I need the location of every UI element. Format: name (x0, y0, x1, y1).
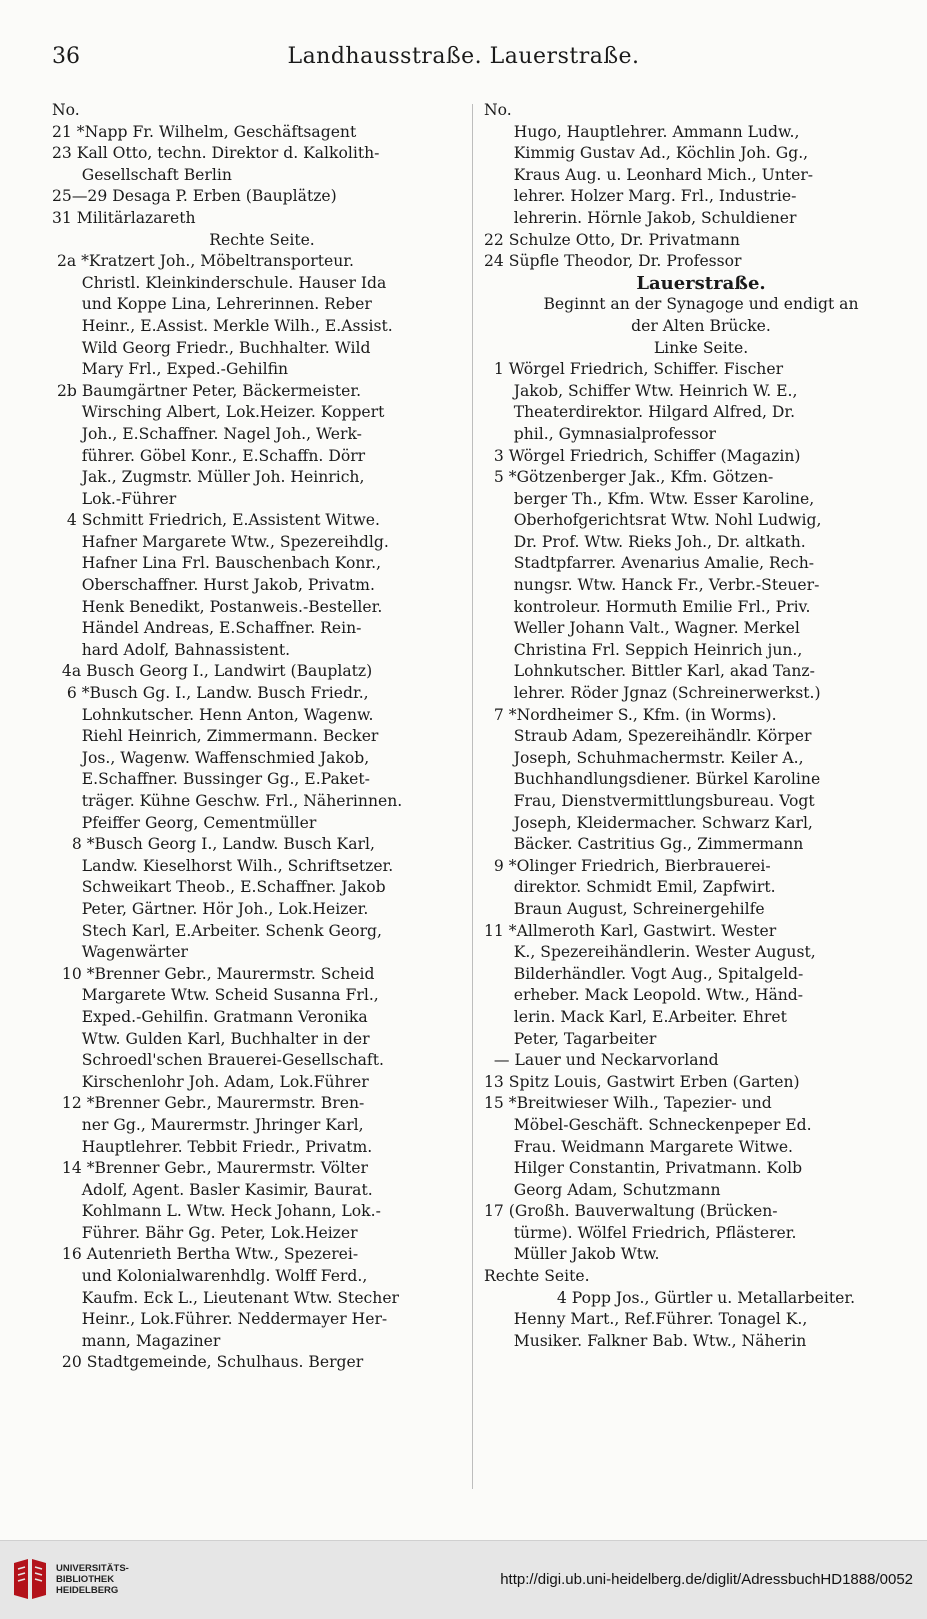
entry-line: Wild Georg Friedr., Buchhalter. Wild (52, 338, 371, 357)
entry-line: Weller Johann Valt., Wagner. Merkel (484, 619, 800, 638)
left-column (52, 100, 472, 1374)
entry-line: Wagenwärter (52, 943, 189, 962)
source-url-link[interactable]: http://digi.ub.uni-heidelberg.de/diglit/AdressbuchHD1888/0052 (500, 1571, 913, 1588)
section-heading: 4 Popp Jos., Gürtler u. Metallarbeiter. (546, 1288, 856, 1307)
entry-line: Kimmig Gustav Ad., Köchlin Joh. Gg., (484, 144, 809, 163)
entry-line: 4 Schmitt Friedrich, E.Assistent Witwe. (52, 511, 380, 530)
entry-line: 21 *Napp Fr. Wilhelm, Geschäftsagent (52, 122, 357, 141)
entry-line: Theaterdirektor. Hilgard Alfred, Dr. (484, 403, 796, 422)
entry-line: No. (52, 101, 80, 119)
entry-line: Dr. Prof. Wtw. Rieks Joh., Dr. altkath. (484, 532, 806, 551)
entry-line: Oberhofgerichtsrat Wtw. Nohl Ludwig, (484, 511, 822, 530)
entry-line: nungsr. Wtw. Hanck Fr., Verbr.-Steuer- (484, 576, 820, 595)
entry-line: 22 Schulze Otto, Dr. Privatmann (484, 230, 740, 249)
logo-line: UNIVERSITÄTS- (56, 1563, 129, 1574)
entry-line: Heinr., E.Assist. Merkle Wilh., E.Assist. (52, 316, 393, 335)
library-book-icon (10, 1555, 50, 1603)
entry-line: führer. Göbel Konr., E.Schaffn. Dörr (52, 446, 366, 465)
logo-line: BIBLIOTHEK (56, 1574, 115, 1585)
entry-line: Führer. Bähr Gg. Peter, Lok.Heizer (52, 1223, 358, 1242)
entry-line: Lohnkutscher. Henn Anton, Wagenw. (52, 705, 374, 724)
entry-line: 12 *Brenner Gebr., Maurermstr. Bren- (52, 1094, 365, 1113)
entry-line: 8 *Busch Georg I., Landw. Busch Karl, (52, 835, 375, 854)
entry-line: lehrer. Röder Jgnaz (Schreinerwerkst.) (484, 684, 821, 703)
entry-line: 15 *Breitwieser Wilh., Tapezier- und (484, 1094, 772, 1113)
entry-line: Gesellschaft Berlin (52, 165, 232, 184)
entry-line: Frau, Dienstvermittlungsbureau. Vogt (484, 792, 815, 810)
entry-line: Beginnt an der Synagoge und endigt an (543, 295, 859, 314)
entry-line: berger Th., Kfm. Wtw. Esser Karoline, (484, 489, 815, 508)
entry-line: 5 *Götzenberger Jak., Kfm. Götzen- (484, 468, 774, 487)
entry-line: Peter, Gärtner. Hör Joh., Lok.Heizer. (52, 899, 369, 918)
section-heading: Linke Seite. (653, 338, 749, 357)
entry-line: Joh., E.Schaffner. Nagel Joh., Werk- (52, 424, 362, 443)
entry-line: Jakob, Schiffer Wtw. Heinrich W. E., (484, 381, 798, 400)
entry-line: Hafner Lina Frl. Bauschenbach Konr., (52, 554, 382, 573)
entry-line: 13 Spitz Louis, Gastwirt Erben (Garten) (484, 1072, 800, 1091)
street-title: Lauerstraße. (636, 272, 766, 294)
right-column (484, 100, 918, 1352)
entry-line: Riehl Heinrich, Zimmermann. Becker (52, 727, 379, 746)
entry-line: Hilger Constantin, Privatmann. Kolb (484, 1159, 803, 1178)
entry-line: Mary Frl., Exped.-Gehilfin (52, 360, 289, 379)
entry-line: Händel Andreas, E.Schaffner. Rein- (52, 619, 362, 638)
entry-line: Georg Adam, Schutzmann (484, 1180, 721, 1199)
entry-line: mann, Magaziner (52, 1331, 221, 1350)
entry-line: Exped.-Gehilfin. Gratmann Veronika (52, 1007, 368, 1026)
entry-line: Kirschenlohr Joh. Adam, Lok.Führer (52, 1072, 369, 1091)
entry-line: lehrer. Holzer Marg. Frl., Industrie- (484, 187, 797, 206)
entry-line: Heinr., Lok.Führer. Neddermayer Her- (52, 1310, 388, 1329)
entry-line: Oberschaffner. Hurst Jakob, Privatm. (52, 576, 375, 595)
entry-line: Buchhandlungsdiener. Bürkel Karoline (484, 770, 821, 789)
entry-line: 2b Baumgärtner Peter, Bäckermeister. (52, 381, 362, 400)
entry-line: Kaufm. Eck L., Lieutenant Wtw. Stecher (52, 1288, 400, 1307)
entry-line: 23 Kall Otto, techn. Direktor d. Kalkolith- (52, 144, 380, 163)
entry-line: 16 Autenrieth Bertha Wtw., Spezerei- (52, 1245, 359, 1264)
entry-line: E.Schaffner. Bussinger Gg., E.Paket- (52, 770, 370, 789)
entry-line: lerin. Mack Karl, E.Arbeiter. Ehret (484, 1007, 787, 1026)
entry-line: 17 (Großh. Bauverwaltung (Brücken- (484, 1202, 778, 1221)
entry-line: 7 *Nordheimer S., Kfm. (in Worms). (484, 705, 777, 724)
entry-line: Henk Benedikt, Postanweis.-Besteller. (52, 597, 383, 616)
entry-line: Adolf, Agent. Basler Kasimir, Baurat. (52, 1180, 373, 1199)
entry-line: 24 Süpfle Theodor, Dr. Professor (484, 252, 742, 271)
entry-line: Stadtpfarrer. Avenarius Amalie, Rech- (484, 554, 815, 573)
entry-line: Pfeiffer Georg, Cementmüller (52, 813, 317, 832)
entry-line: Lok.-Führer (52, 489, 177, 508)
section-heading: Rechte Seite. (209, 230, 315, 249)
entry-line: 20 Stadtgemeinde, Schulhaus. Berger (52, 1353, 364, 1372)
entry-line: Henny Mart., Ref.Führer. Tonagel K., (484, 1310, 808, 1329)
entry-line: Wtw. Gulden Karl, Buchhalter in der (52, 1029, 370, 1048)
entry-line: Müller Jakob Wtw. (484, 1245, 660, 1264)
entry-line: Joseph, Kleidermacher. Schwarz Karl, (484, 813, 813, 832)
column-divider (472, 104, 473, 1489)
entry-line: Jos., Wagenw. Waffenschmied Jakob, (52, 748, 370, 767)
entry-line: Straub Adam, Spezereihändlr. Körper (484, 727, 812, 746)
library-logo-text (56, 1563, 129, 1596)
entry-line: direktor. Schmidt Emil, Zapfwirt. (484, 878, 776, 897)
entry-line: ner Gg., Maurermstr. Jhringer Karl, (52, 1115, 364, 1134)
entry-line: 31 Militärlazareth (52, 208, 196, 227)
entry-line: Christl. Kleinkinderschule. Hauser Ida (52, 273, 387, 292)
entry-line: 11 *Allmeroth Karl, Gastwirt. Wester (484, 921, 777, 940)
entry-line: Lohnkutscher. Bittler Karl, akad Tanz- (484, 662, 815, 681)
entry-line: 2a *Kratzert Joh., Möbeltransporteur. (52, 252, 354, 271)
entry-line: Rechte Seite. (484, 1267, 590, 1286)
entry-line: Peter, Tagarbeiter (484, 1029, 657, 1048)
entry-line: Kraus Aug. u. Leonhard Mich., Unter- (484, 165, 814, 184)
entry-line: türme). Wölfel Friedrich, Pflästerer. (484, 1223, 797, 1242)
entry-line: kontroleur. Hormuth Emilie Frl., Priv. (484, 597, 811, 616)
page-number: 36 (52, 44, 80, 69)
entry-line: Bilderhändler. Vogt Aug., Spitalgeld- (484, 964, 804, 983)
entry-line: phil., Gymnasialprofessor (484, 424, 716, 443)
entry-line: und Koppe Lina, Lehrerinnen. Reber (52, 295, 372, 314)
entry-line: Schweikart Theob., E.Schaffner. Jakob (52, 878, 386, 897)
running-title: Landhausstraße. Lauerstraße. (287, 44, 640, 69)
entry-line: lehrerin. Hörnle Jakob, Schuldiener (484, 208, 797, 227)
entry-line: Schroedl'schen Brauerei-Gesellschaft. (52, 1051, 384, 1070)
entry-line: Jak., Zugmstr. Müller Joh. Heinrich, (52, 468, 365, 487)
entry-line: Wirsching Albert, Lok.Heizer. Koppert (52, 403, 385, 422)
entry-line: 9 *Olinger Friedrich, Bierbrauerei- (484, 856, 771, 875)
entry-line: Hafner Margarete Wtw., Spezereihdlg. (52, 532, 389, 551)
entry-line: Braun August, Schreinergehilfe (484, 899, 765, 918)
entry-line: Margarete Wtw. Scheid Susanna Frl., (52, 986, 379, 1005)
entry-line: Hauptlehrer. Tebbit Friedr., Privatm. (52, 1137, 373, 1156)
entry-line: K., Spezereihändlerin. Wester August, (484, 943, 816, 962)
entry-line: Kohlmann L. Wtw. Heck Johann, Lok.- (52, 1202, 381, 1221)
entry-line: No. (484, 101, 512, 119)
footer-bar (0, 1540, 927, 1619)
entry-line: hard Adolf, Bahnassistent. (52, 640, 291, 659)
entry-line: 4a Busch Georg I., Landwirt (Bauplatz) (52, 662, 373, 681)
entry-line: 25—29 Desaga P. Erben (Bauplätze) (52, 187, 337, 206)
entry-line: Frau. Weidmann Margarete Witwe. (484, 1137, 794, 1156)
entry-line: 6 *Busch Gg. I., Landw. Busch Friedr., (52, 684, 369, 703)
entry-line: Hugo, Hauptlehrer. Ammann Ludw., (484, 122, 800, 141)
entry-line: Möbel-Geschäft. Schneckenpeper Ed. (484, 1115, 812, 1134)
entry-line: Stech Karl, E.Arbeiter. Schenk Georg, (52, 921, 382, 940)
entry-line: Christina Frl. Seppich Heinrich jun., (484, 640, 803, 659)
entry-line: der Alten Brücke. (631, 316, 771, 335)
entry-line: träger. Kühne Geschw. Frl., Näherinnen. (52, 792, 403, 810)
entry-line: 1 Wörgel Friedrich, Schiffer. Fischer (484, 360, 784, 379)
logo-line: HEIDELBERG (56, 1585, 119, 1596)
entry-line: 3 Wörgel Friedrich, Schiffer (Magazin) (484, 446, 801, 465)
entry-line: Landw. Kieselhorst Wilh., Schriftsetzer. (52, 856, 394, 875)
entry-line: Joseph, Schuhmachermstr. Keiler A., (484, 748, 804, 767)
entry-line: 10 *Brenner Gebr., Maurermstr. Scheid (52, 964, 375, 983)
entry-line: und Kolonialwarenhdlg. Wolff Ferd., (52, 1267, 368, 1286)
entry-line: — Lauer und Neckarvorland (484, 1051, 719, 1070)
entry-line: Musiker. Falkner Bab. Wtw., Näherin (484, 1331, 807, 1350)
entry-line: 14 *Brenner Gebr., Maurermstr. Völter (52, 1159, 368, 1178)
entry-line: erheber. Mack Leopold. Wtw., Händ- (484, 986, 804, 1005)
entry-line: Bäcker. Castritius Gg., Zimmermann (484, 835, 804, 854)
